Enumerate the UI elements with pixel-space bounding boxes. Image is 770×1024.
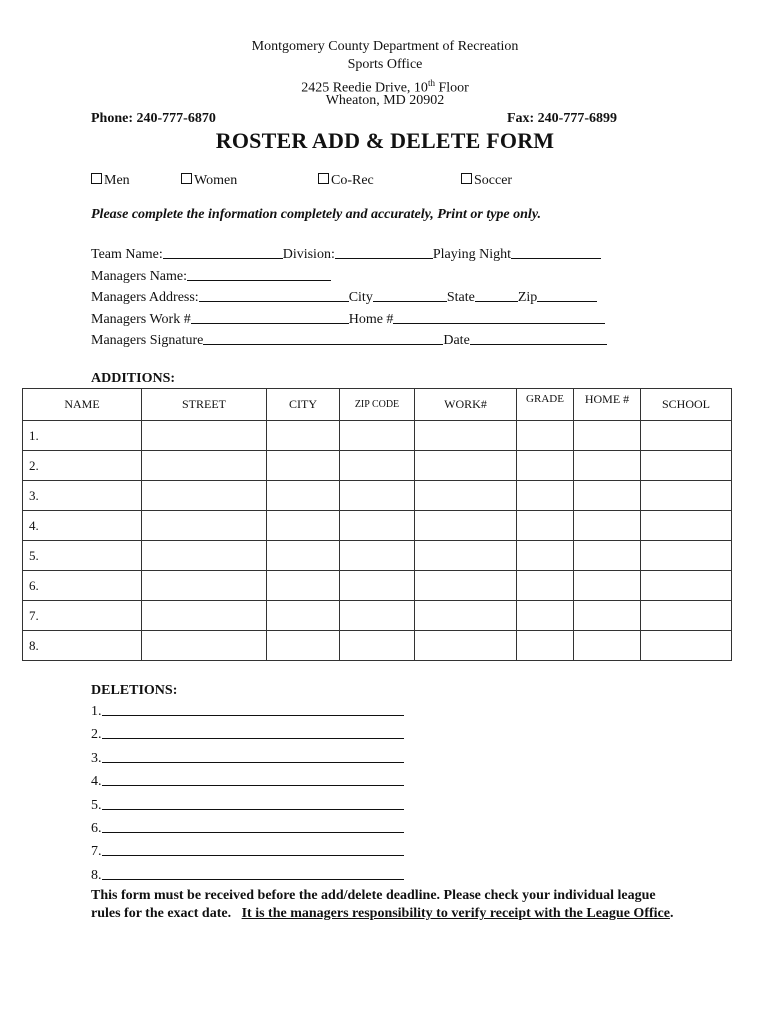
row-number-cell[interactable]: 2.: [23, 451, 142, 481]
table-cell-input[interactable]: [415, 571, 517, 601]
table-row: [23, 571, 732, 601]
deletion-number: 4.: [91, 774, 102, 790]
managers-address-input[interactable]: [199, 288, 349, 302]
table-cell-input[interactable]: [641, 571, 732, 601]
table-cell-input[interactable]: [267, 631, 340, 661]
table-cell-input[interactable]: [641, 631, 732, 661]
table-cell-input[interactable]: [267, 511, 340, 541]
table-header-row: [23, 389, 732, 421]
checkbox-box[interactable]: [461, 173, 472, 184]
table-cell-input[interactable]: [574, 511, 641, 541]
additions-table: [22, 388, 732, 661]
division-input[interactable]: [335, 245, 433, 259]
street-address: 2425 Reedie Drive, 10th Floor: [301, 78, 469, 96]
deletion-line: [91, 747, 404, 770]
row-number-cell[interactable]: 7.: [23, 601, 142, 631]
city-input[interactable]: [373, 288, 447, 302]
table-cell-input[interactable]: [142, 541, 267, 571]
table-cell-input[interactable]: [142, 481, 267, 511]
table-cell-input[interactable]: [340, 631, 415, 661]
managers-home-input[interactable]: [393, 310, 605, 324]
team-info-row: Team Name: Division: Playing Night: [91, 244, 607, 266]
table-cell-input[interactable]: [517, 541, 574, 571]
column-header: HOME #: [574, 389, 641, 421]
table-cell-input[interactable]: [574, 631, 641, 661]
deletion-line: [91, 794, 404, 817]
table-cell-input[interactable]: [340, 421, 415, 451]
table-cell-input[interactable]: [415, 541, 517, 571]
deletion-number: 3.: [91, 750, 102, 766]
table-cell-input[interactable]: [340, 481, 415, 511]
column-header: GRADE: [517, 389, 574, 421]
column-header: NAME: [23, 389, 142, 421]
table-row: [23, 511, 732, 541]
date-input[interactable]: [470, 331, 607, 345]
office-name: Sports Office: [347, 57, 423, 72]
row-number-cell[interactable]: 4.: [23, 511, 142, 541]
managers-signature-row: Managers Signature Date: [91, 330, 607, 352]
managers-name-input[interactable]: [187, 267, 331, 281]
signature-input[interactable]: [203, 331, 443, 345]
row-number-cell[interactable]: 3.: [23, 481, 142, 511]
table-row: [23, 601, 732, 631]
table-cell-input[interactable]: [415, 511, 517, 541]
table-cell-input[interactable]: [574, 481, 641, 511]
deletions-list: [91, 700, 404, 887]
table-cell-input[interactable]: [641, 511, 732, 541]
column-header: SCHOOL: [641, 389, 732, 421]
table-cell-input[interactable]: [415, 601, 517, 631]
deletion-number: 7.: [91, 844, 102, 860]
playing-night-input[interactable]: [511, 245, 601, 259]
table-cell-input[interactable]: [641, 421, 732, 451]
table-cell-input[interactable]: [340, 571, 415, 601]
table-cell-input[interactable]: [574, 571, 641, 601]
table-cell-input[interactable]: [517, 511, 574, 541]
table-cell-input[interactable]: [517, 571, 574, 601]
checkbox-co-rec[interactable]: Co-Rec: [318, 170, 374, 192]
table-cell-input[interactable]: [415, 631, 517, 661]
table-cell-input[interactable]: [517, 451, 574, 481]
table-cell-input[interactable]: [267, 601, 340, 631]
table-cell-input[interactable]: [267, 421, 340, 451]
instructions: Please complete the information completely and accurately, Print or type only.: [91, 207, 542, 222]
table-cell-input[interactable]: [574, 451, 641, 481]
table-cell-input[interactable]: [641, 481, 732, 511]
org-name: Montgomery County Department of Recreation: [251, 39, 519, 54]
table-cell-input[interactable]: [142, 511, 267, 541]
deletion-number: 2.: [91, 727, 102, 743]
column-header: ZIP CODE: [340, 389, 415, 421]
table-cell-input[interactable]: [142, 451, 267, 481]
table-cell-input[interactable]: [340, 541, 415, 571]
checkbox-box[interactable]: [181, 173, 192, 184]
managers-phone-row: Managers Work # Home #: [91, 309, 607, 331]
table-cell-input[interactable]: [517, 481, 574, 511]
table-cell-input[interactable]: [340, 451, 415, 481]
table-cell-input[interactable]: [415, 421, 517, 451]
column-header: WORK#: [415, 389, 517, 421]
row-number-cell[interactable]: 6.: [23, 571, 142, 601]
row-number-cell[interactable]: 8.: [23, 631, 142, 661]
table-row: [23, 421, 732, 451]
deletion-input[interactable]: [102, 749, 404, 763]
table-row: [23, 631, 732, 661]
deletion-input[interactable]: [102, 819, 404, 833]
state-input[interactable]: [475, 288, 518, 302]
deletion-line: [91, 770, 404, 793]
row-number-cell[interactable]: 5.: [23, 541, 142, 571]
additions-heading: ADDITIONS:: [91, 371, 176, 386]
checkbox-soccer[interactable]: Soccer: [461, 170, 512, 192]
column-header: STREET: [142, 389, 267, 421]
deletion-line: [91, 864, 404, 887]
table-cell-input[interactable]: [267, 451, 340, 481]
deletion-line: [91, 700, 404, 723]
deletion-input[interactable]: [102, 702, 404, 716]
deletion-input[interactable]: [102, 796, 404, 810]
deletion-number: 1.: [91, 704, 102, 719]
phone-number: Phone: 240-777-6870: [91, 111, 216, 126]
table-cell-input[interactable]: [641, 541, 732, 571]
city-state-zip: Wheaton, MD 20902: [325, 93, 445, 108]
managers-name-row: Managers Name:: [91, 266, 607, 288]
footer-note: This form must be received before the add/delete deadline. Please check your individual league rules for the exact date. It is the managers responsibility to verify receipt with the League Office.: [91, 888, 674, 921]
table-cell-input[interactable]: [340, 601, 415, 631]
deletion-input[interactable]: [102, 725, 404, 739]
deletion-line: [91, 840, 404, 863]
fax-number: Fax: 240-777-6899: [506, 111, 617, 126]
table-cell-input[interactable]: [517, 421, 574, 451]
column-header: CITY: [267, 389, 340, 421]
table-cell-input[interactable]: [574, 601, 641, 631]
team-name-input[interactable]: [163, 245, 283, 259]
table-cell-input[interactable]: [574, 421, 641, 451]
table-row: [23, 541, 732, 571]
table-cell-input[interactable]: [142, 601, 267, 631]
deletion-number: 6.: [91, 821, 102, 837]
deletion-input[interactable]: [102, 842, 404, 856]
checkbox-box[interactable]: [91, 173, 102, 184]
deletions-heading: DELETIONS:: [91, 683, 178, 698]
responsibility-note: It is the managers responsibility to verify receipt with the League Office: [241, 906, 670, 921]
table-cell-input[interactable]: [267, 541, 340, 571]
table-cell-input[interactable]: [142, 571, 267, 601]
table-cell-input[interactable]: [641, 451, 732, 481]
table-cell-input[interactable]: [517, 601, 574, 631]
table-row: [23, 481, 732, 511]
managers-address-row: Managers Address: City State Zip: [91, 287, 607, 309]
table-row: [23, 451, 732, 481]
row-number-cell[interactable]: 1.: [23, 421, 142, 451]
checkbox-box[interactable]: [318, 173, 329, 184]
deletion-number: 5.: [91, 797, 102, 813]
checkbox-women[interactable]: Women: [181, 170, 237, 192]
table-cell-input[interactable]: [517, 631, 574, 661]
table-cell-input[interactable]: [267, 481, 340, 511]
table-cell-input[interactable]: [340, 511, 415, 541]
deletion-input[interactable]: [102, 866, 404, 880]
table-cell-input[interactable]: [415, 481, 517, 511]
checkbox-men[interactable]: Men: [91, 170, 130, 192]
zip-input[interactable]: [537, 288, 597, 302]
deletion-line: [91, 817, 404, 840]
managers-work-input[interactable]: [191, 310, 349, 324]
table-cell-input[interactable]: [641, 601, 732, 631]
table-cell-input[interactable]: [142, 631, 267, 661]
deletion-number: 8.: [91, 867, 102, 883]
form-title: ROSTER ADD & DELETE FORM: [215, 128, 555, 153]
table-cell-input[interactable]: [415, 451, 517, 481]
table-cell-input[interactable]: [142, 421, 267, 451]
table-cell-input[interactable]: [574, 541, 641, 571]
table-cell-input[interactable]: [267, 571, 340, 601]
deletion-line: [91, 723, 404, 746]
deletion-input[interactable]: [102, 772, 404, 786]
